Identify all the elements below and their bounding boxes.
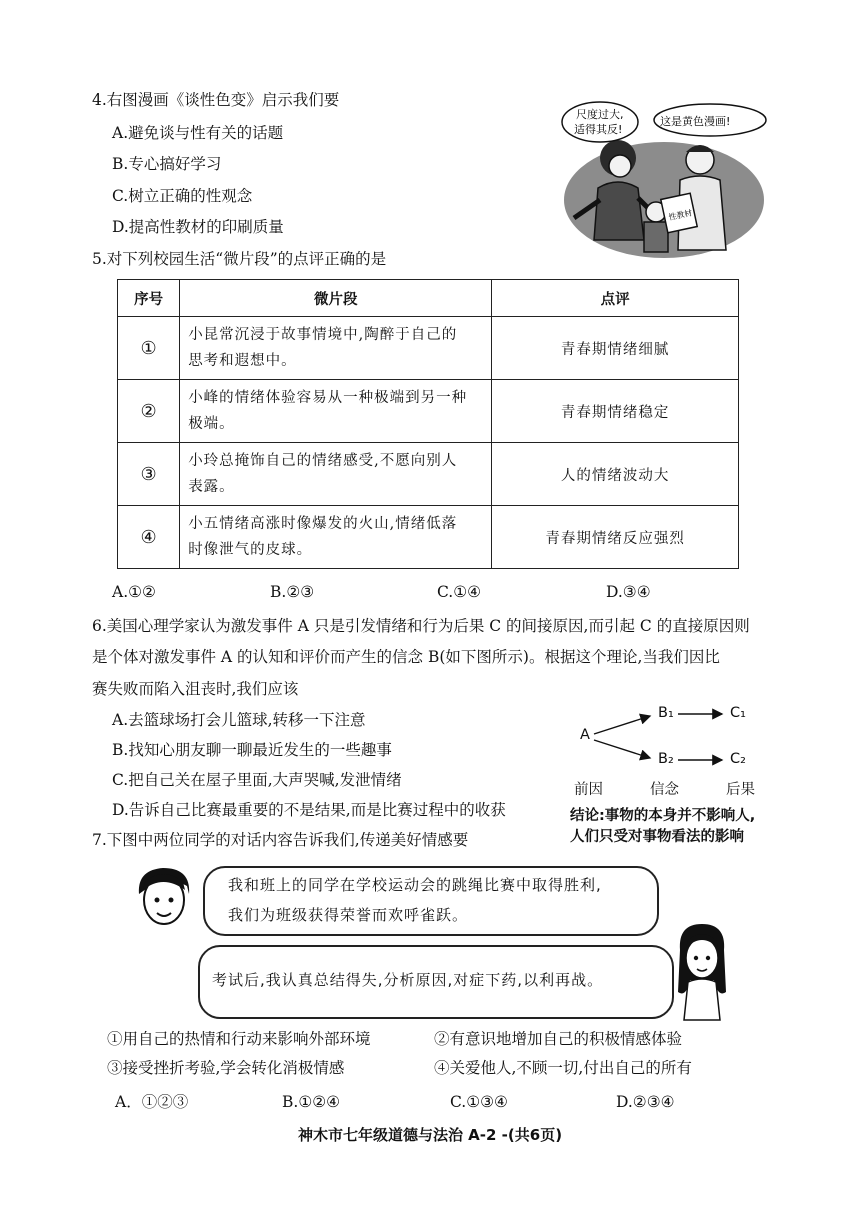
- row-number: ①: [118, 317, 180, 380]
- q7-statement-2: ②有意识地增加自己的积极情感体验: [434, 1030, 683, 1048]
- row-segment-line-1: 小五情绪高涨时像爆发的火山,情绪低落: [188, 516, 458, 532]
- row-segment-line-2: 时像泄气的皮球。: [188, 542, 313, 558]
- boy-avatar: [133, 864, 195, 932]
- node-b1: B₁: [658, 705, 674, 721]
- diagram-conclusion-line-1: 结论:事物的本身并不影响人,: [570, 808, 756, 824]
- header-segment: 微片段: [180, 280, 492, 317]
- speech-bubble-1: [203, 866, 659, 936]
- row-segment-line-2: 极端。: [188, 416, 235, 432]
- node-c1: C₁: [730, 705, 746, 721]
- header-number: 序号: [118, 280, 180, 317]
- q5-answer-b: B.②③: [270, 583, 315, 601]
- label-belief: 信念: [650, 782, 679, 798]
- header-comment: 点评: [492, 280, 739, 317]
- row-segment: [180, 317, 492, 380]
- page-footer: 神木市七年级道德与法治 A-2 -(共6页): [297, 1126, 563, 1144]
- table-row: [118, 317, 739, 380]
- girl-avatar: [672, 920, 732, 1024]
- q5-answer-d: D.③④: [606, 583, 651, 601]
- q7-answer-c: C.①③④: [450, 1093, 508, 1111]
- row-comment: 青春期情绪细腻: [492, 317, 739, 380]
- q7-title: 7.下图中两位同学的对话内容告诉我们,传递美好情感要: [92, 831, 469, 849]
- q7-answer-d: D.②③④: [616, 1093, 675, 1111]
- row-segment-line-1: 小昆常沉浸于故事情境中,陶醉于自己的: [188, 327, 458, 343]
- row-segment: [180, 506, 492, 569]
- node-a: A: [580, 727, 590, 743]
- q5-table: [117, 279, 739, 569]
- row-segment: [180, 443, 492, 506]
- q6-option-a: A.去篮球场打会儿篮球,转移一下注意: [112, 711, 366, 729]
- q5-answer-c: C.①④: [437, 583, 482, 601]
- node-b2: B₂: [658, 751, 674, 767]
- q4-title: 4.右图漫画《谈性色变》启示我们要: [92, 91, 340, 109]
- node-c2: C₂: [730, 751, 746, 767]
- q7-statement-3: ③接受挫折考验,学会转化消极情感: [107, 1059, 345, 1077]
- bubble-1-line-2: 我们为班级获得荣誉而欢呼雀跃。: [228, 906, 469, 924]
- bubble-left-line-1: 尺度过大,: [576, 108, 624, 121]
- q4-option-c: C.树立正确的性观念: [112, 187, 253, 205]
- row-segment-line-2: 思考和遐想中。: [188, 353, 297, 369]
- abc-diagram: [570, 700, 770, 780]
- row-number: ③: [118, 443, 180, 506]
- q4-option-d: D.提高性教材的印刷质量: [112, 218, 284, 236]
- diagram-conclusion-line-2: 人们只受对事物看法的影响: [570, 829, 744, 845]
- cartoon-illustration: [560, 100, 768, 262]
- girl-face-icon: [672, 920, 732, 1024]
- q7-statement-4: ④关爱他人,不顾一切,付出自己的所有: [434, 1059, 692, 1077]
- row-segment-line-1: 小玲总掩饰自己的情绪感受,不愿向别人: [188, 453, 458, 469]
- label-result: 后果: [726, 782, 755, 798]
- row-comment: 青春期情绪稳定: [492, 380, 739, 443]
- q6-line-2: 是个体对激发事件 A 的认知和评价而产生的信念 B(如下图所示)。根据这个理论,当我们因比: [92, 648, 720, 666]
- table-row: [118, 443, 739, 506]
- q5-answer-a: A.①②: [112, 583, 156, 601]
- q7-answer-a: A．①②③: [115, 1093, 189, 1111]
- table-row: [118, 506, 739, 569]
- q5-title: 5.对下列校园生活“微片段”的点评正确的是: [92, 250, 387, 268]
- book-label: 性教材: [667, 208, 694, 223]
- q4-cartoon: [560, 100, 768, 262]
- row-comment: 人的情绪波动大: [492, 443, 739, 506]
- q6-line-1: 6.美国心理学家认为激发事件 A 只是引发情绪和行为后果 C 的间接原因,而引起 C 的直接原因则: [92, 617, 750, 635]
- row-number: ④: [118, 506, 180, 569]
- q7-statement-1: ①用自己的热情和行动来影响外部环境: [107, 1030, 371, 1048]
- table-row: [118, 380, 739, 443]
- bubble-1-line-1: 我和班上的同学在学校运动会的跳绳比赛中取得胜利,: [228, 876, 602, 894]
- row-number: ②: [118, 380, 180, 443]
- row-segment: [180, 380, 492, 443]
- row-segment-line-1: 小峰的情绪体验容易从一种极端到另一种: [188, 390, 468, 406]
- bubble-right: 这是黄色漫画!: [660, 115, 731, 128]
- q7-answer-b: B.①②④: [282, 1093, 341, 1111]
- q6-option-b: B.找知心朋友聊一聊最近发生的一些趣事: [112, 741, 392, 759]
- row-comment: 青春期情绪反应强烈: [492, 506, 739, 569]
- q6-option-c: C.把自己关在屋子里面,大声哭喊,发泄情绪: [112, 771, 402, 789]
- q6-line-3: 赛失败而陷入沮丧时,我们应该: [92, 680, 299, 698]
- boy-face-icon: [133, 864, 195, 932]
- table-header-row: [118, 280, 739, 317]
- speech-bubble-2: [198, 945, 674, 1019]
- q6-option-d: D.告诉自己比赛最重要的不是结果,而是比赛过程中的收获: [112, 801, 506, 819]
- q4-option-a: A.避免谈与性有关的话题: [112, 124, 284, 142]
- q4-option-b: B.专心搞好学习: [112, 155, 222, 173]
- row-segment-line-2: 表露。: [188, 479, 235, 495]
- bubble-2-text: 考试后,我认真总结得失,分析原因,对症下药,以利再战。: [212, 971, 604, 989]
- bubble-left-line-2: 适得其反!: [574, 123, 623, 136]
- label-cause: 前因: [574, 782, 603, 798]
